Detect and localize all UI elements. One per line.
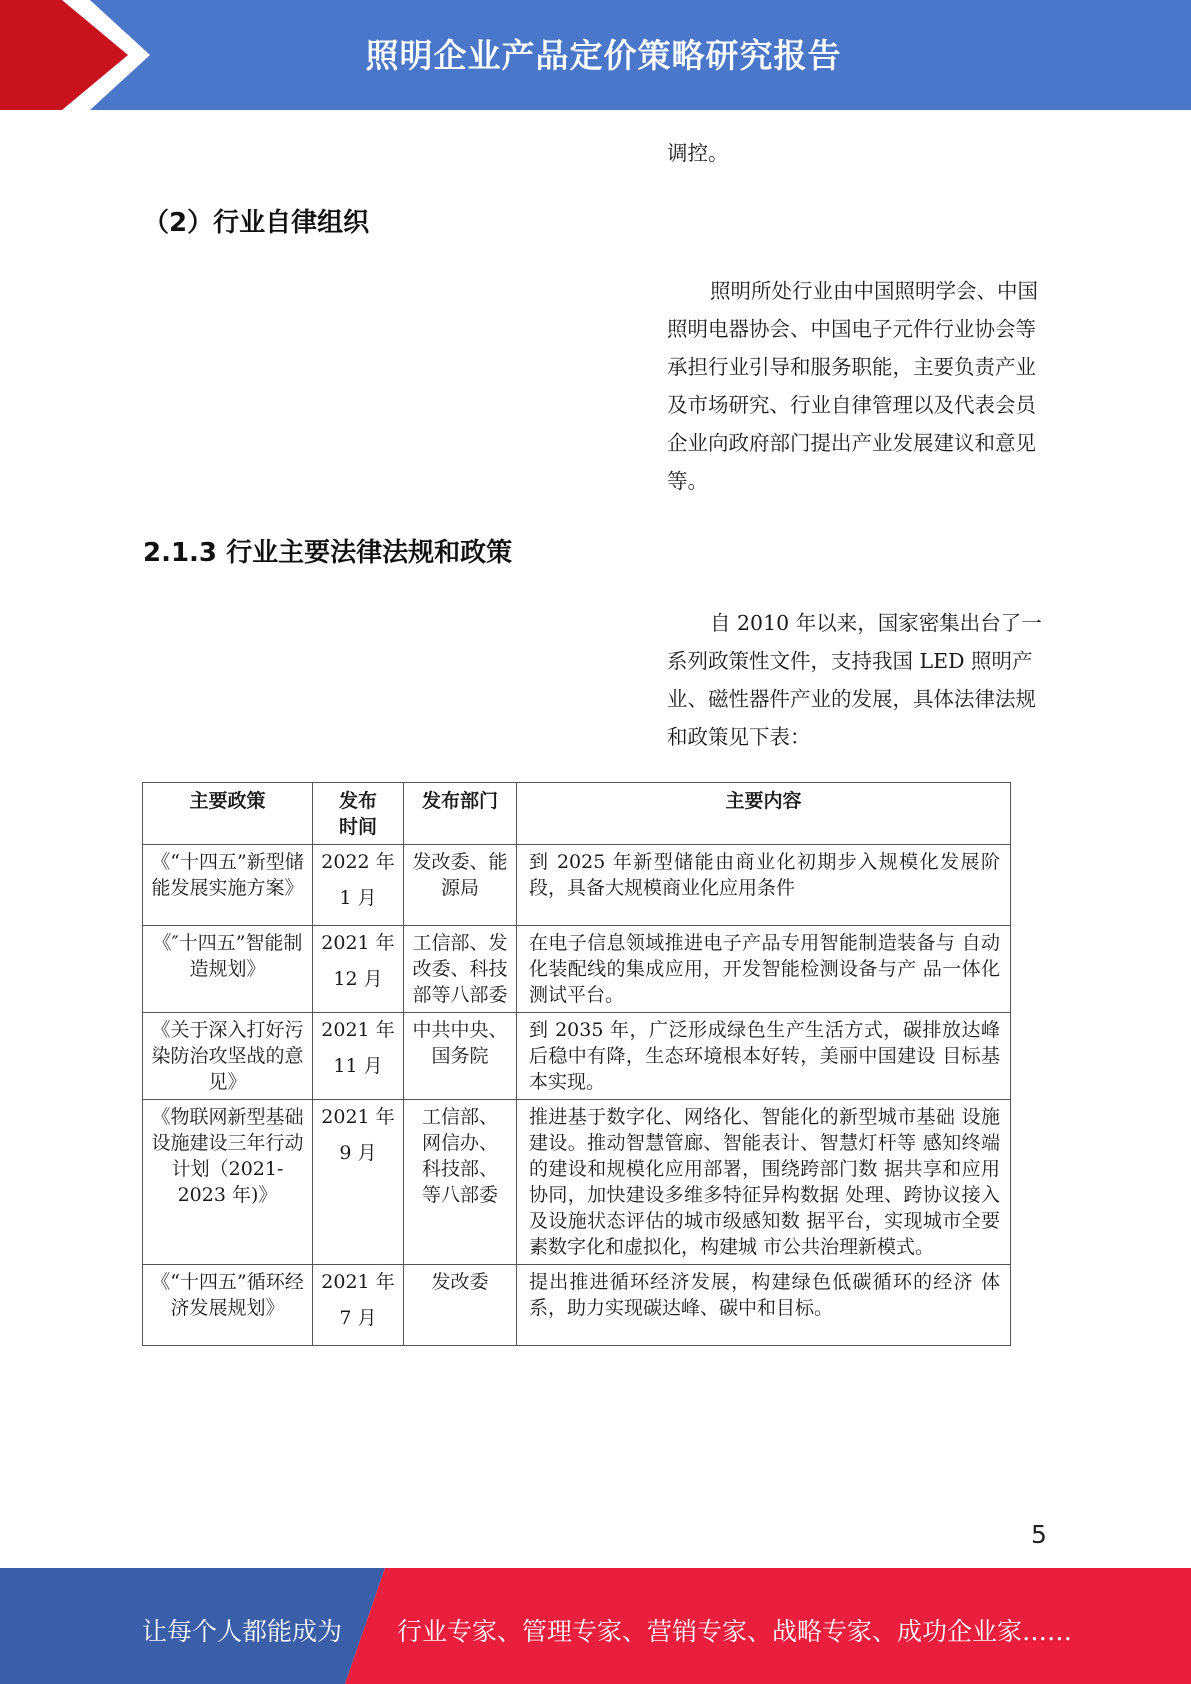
paragraph-policy-intro: 自 2010 年以来，国家密集出台了一系列政策性文件，支持我国 LED 照明产业、磁性器件产业的发展，具体法律法规和政策见下表： [667,611,1042,749]
column-header-content: 主要内容 [517,783,1011,845]
cell-policy: 《“十四五”新型储能发展实施方案》 [143,845,313,926]
table-row [143,845,1011,926]
column-header-policy: 主要政策 [143,783,313,845]
cell-date [313,1013,404,1100]
cell-date [313,1100,404,1265]
cell-date [313,845,404,926]
cell-policy: 《关于深入打好污染防治攻坚战的意见》 [143,1013,313,1100]
cell-date-month: 12 月 [333,968,383,990]
column-header-date-label: 发布时间 [338,790,377,838]
cell-content: 到 2035 年，广泛形成绿色生产生活方式，碳排放达峰后稳中有降，生态环境根本好转，美丽中国建设 目标基本实现。 [517,1013,1011,1100]
table-row [143,1265,1011,1346]
cell-date-year: 2021 年 [321,1271,395,1293]
cell-date-year: 2022 年 [321,851,395,873]
cell-content: 提出推进循环经济发展，构建绿色低碳循环的经济 体系，助力实现碳达峰、碳中和目标。 [517,1265,1011,1346]
table-row [143,1013,1011,1100]
column-header-date [313,783,404,845]
cell-date-month: 9 月 [339,1142,377,1164]
cell-date-month: 11 月 [333,1055,383,1077]
policy-table [142,782,1011,1346]
cell-department: 中共中央、国务院 [404,1013,517,1100]
column-header-department: 发布部门 [404,783,517,845]
cell-content: 在电子信息领域推进电子产品专用智能制造装备与 自动化装配线的集成应用，开发智能检测设备与产 品一体化测试平台。 [517,926,1011,1013]
cell-date-month: 7 月 [339,1307,377,1329]
page-header [0,0,1191,110]
cell-policy: 《″十四五”智能制造规划》 [143,926,313,1013]
page-number: 5 [1031,1520,1047,1549]
table-row [143,1100,1011,1265]
cell-department: 工信部、发改委、科技部等八部委 [404,926,517,1013]
cell-content: 推进基于数字化、网络化、智能化的新型城市基础 设施建设。推动智慧管廊、智能表计、智慧灯杆等 感知终端的建设和规模化应用部署，围绕跨部门数 据共享和应用协同，加快建设多维多特征异构数据 处理、跨协议接入及设施状态评估的城市级感知数 据平台，实现城市全要素数字化和虚拟化，构建城 市公共治理新模式。 [517,1100,1011,1265]
cell-policy: 《物联网新型基础设施建设三年行动计划（2021-2023 年)》 [143,1100,313,1265]
paragraph-industry-associations: 照明所处行业由中国照明学会、中国照明电器协会、中国电子元件行业协会等承担行业引导和服务职能，主要负责产业及市场研究、行业自律管理以及代表会员企业向政府部门提出产业发展建议和意见等。 [667,279,1038,493]
paragraph-fragment: 调控。 [667,141,729,165]
cell-date-year: 2021 年 [321,932,395,954]
cell-date [313,1265,404,1346]
cell-policy: 《“十四五”循环经济发展规划》 [143,1265,313,1346]
cell-date-month: 1 月 [339,887,377,909]
cell-content: 到 2025 年新型储能由商业化初期步入规模化发展阶段，具备大规模商业化应用条件 [517,845,1011,926]
page-footer [0,1568,1191,1684]
table-row [143,926,1011,1013]
cell-date-year: 2021 年 [321,1019,395,1041]
cell-department: 发改委 [404,1265,517,1346]
footer-slogan-left: 让每个人都能成为 [142,1617,343,1646]
table-header-row [143,783,1011,845]
heading-laws-and-policies: 2.1.3 行业主要法律法规和政策 [143,538,513,568]
cell-department: 发改委、能源局 [404,845,517,926]
cell-department: 工信部、 网信办、科技部、 等八部委 [404,1100,517,1265]
heading-industry-self-regulation: （2）行业自律组织 [143,208,370,238]
footer-slogan-right: 行业专家、管理专家、营销专家、战略专家、成功企业家…… [397,1617,1073,1646]
report-title: 照明企业产品定价策略研究报告 [365,36,842,75]
cell-date-year: 2021 年 [321,1106,395,1128]
cell-date [313,926,404,1013]
